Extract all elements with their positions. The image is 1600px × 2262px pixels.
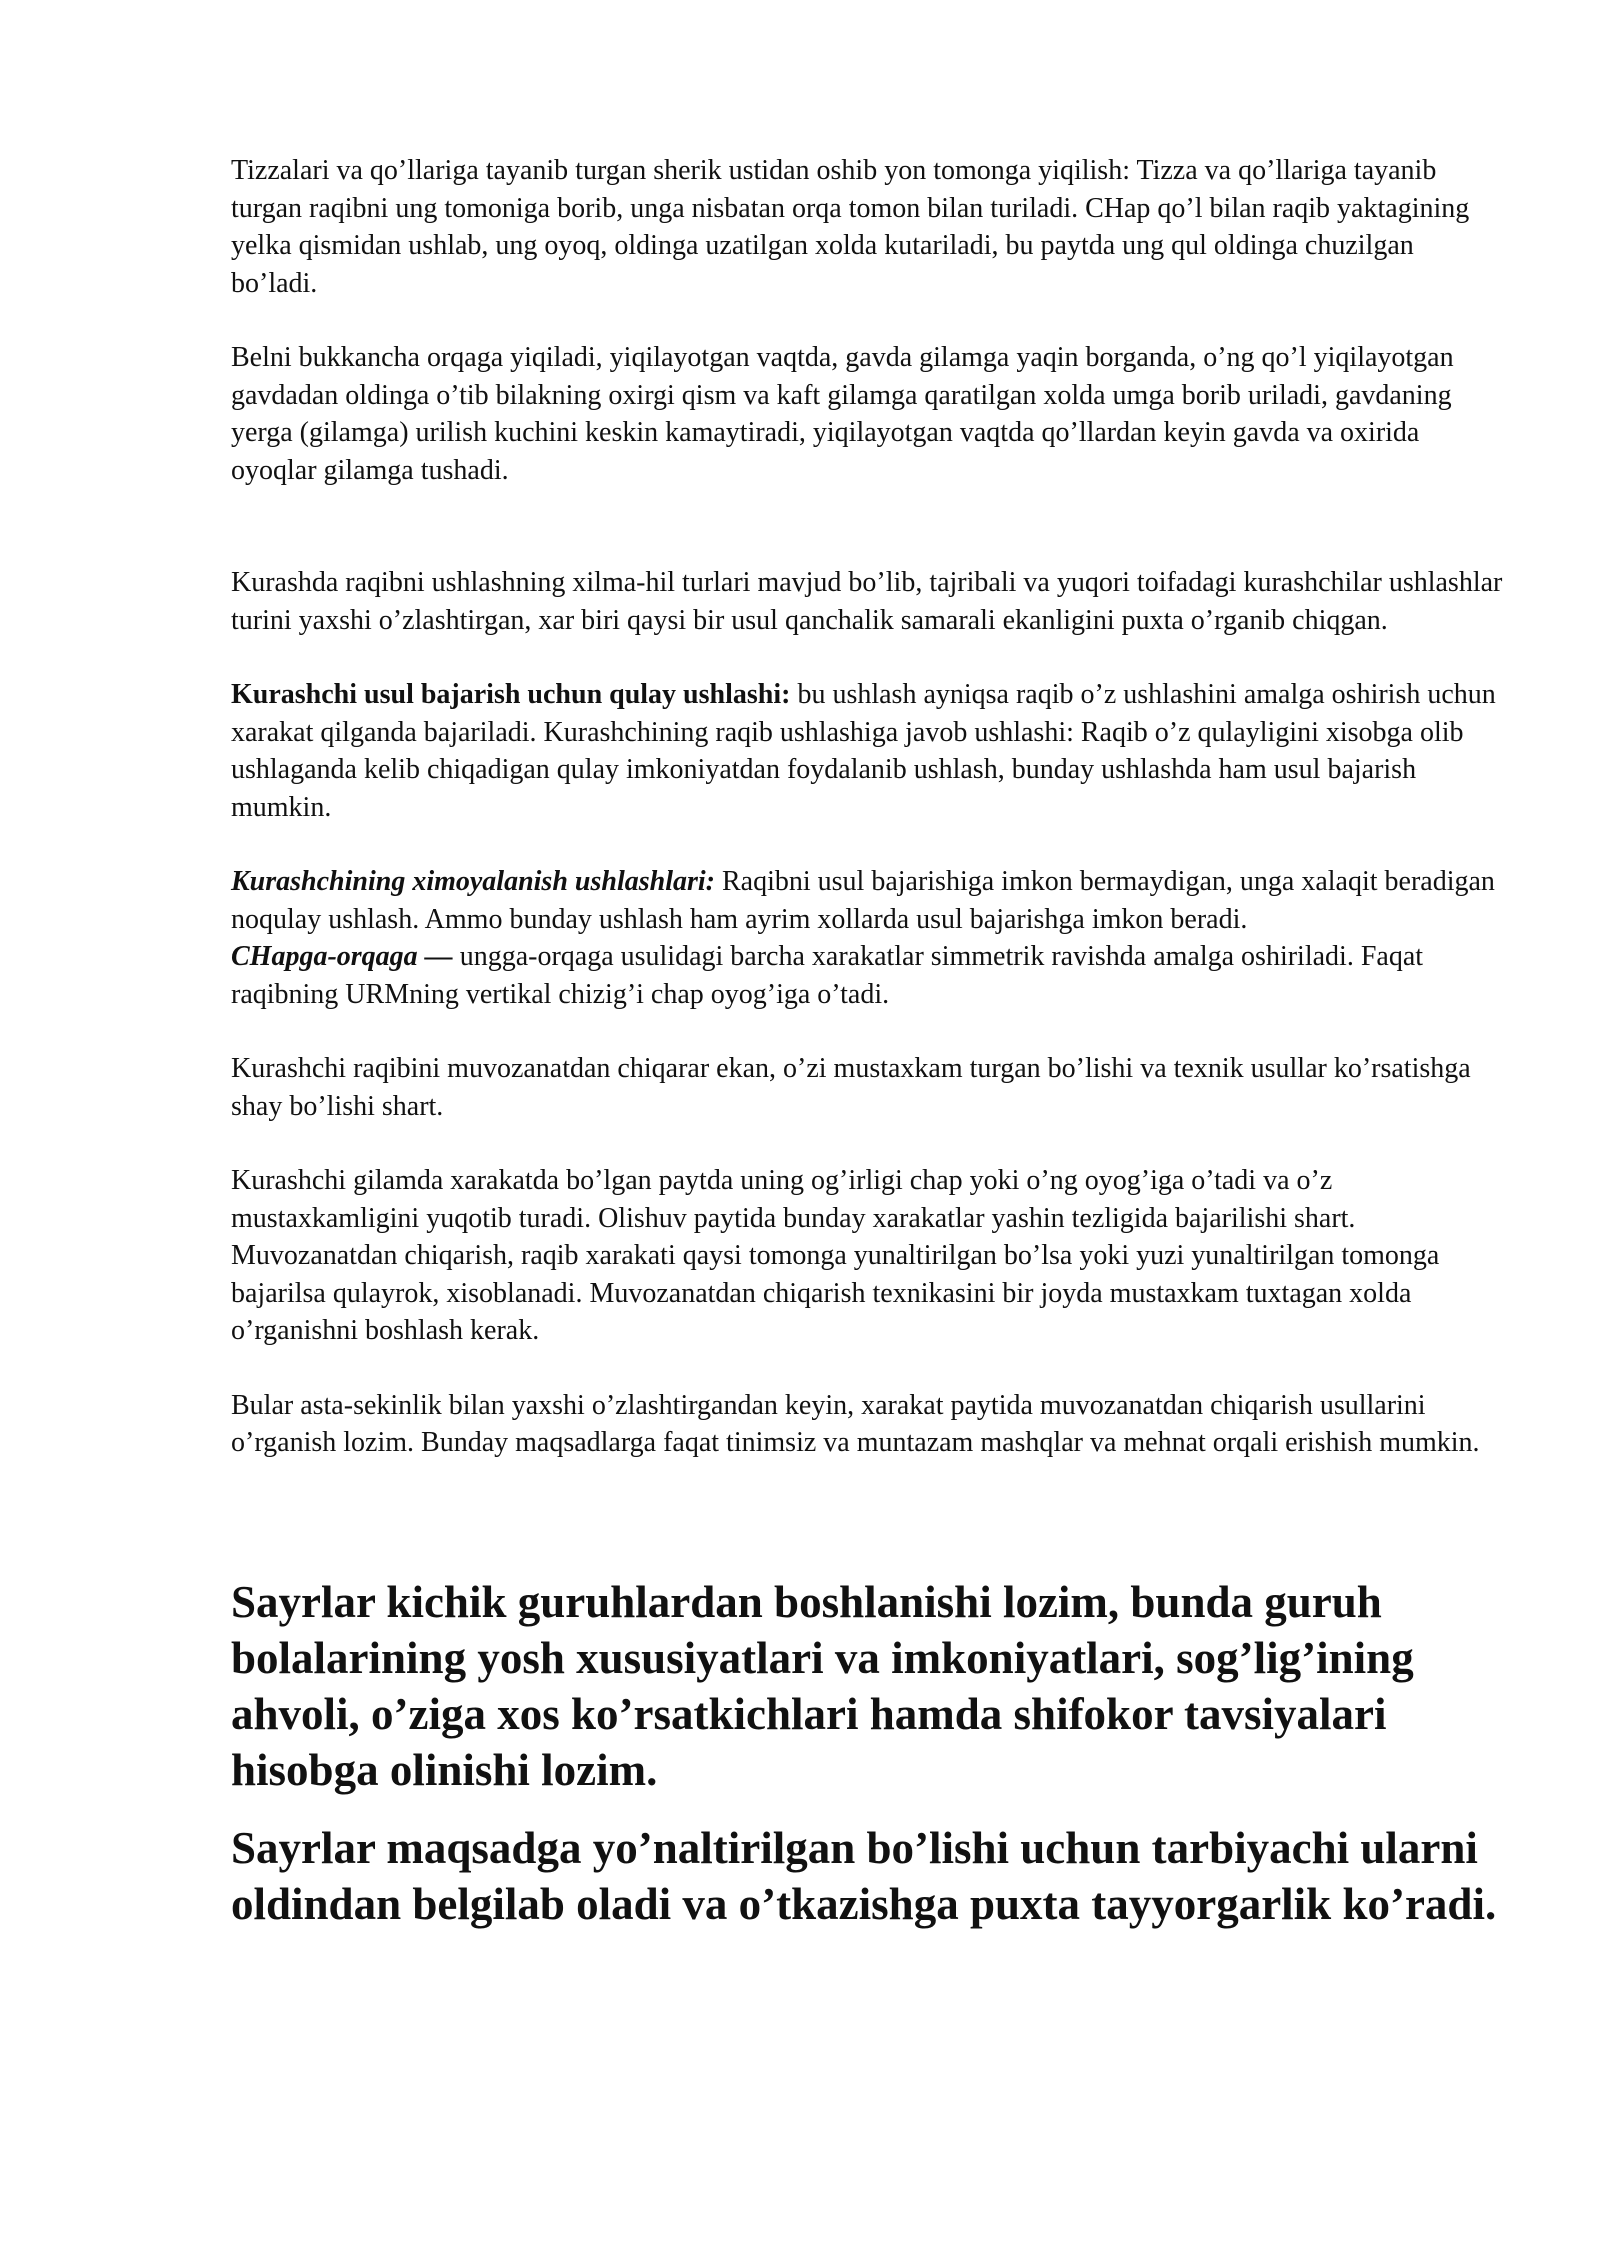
heading-walks-planning: Sayrlar maqsadga yo’naltirilgan bo’lishi uchun tarbiyachi ularni oldindan belgilab oladi va o’tkazishga puxta tayyorgarlik ko’radi. (231, 1822, 1497, 1929)
paragraph-grip-types: Kurashda raqibni ushlashning xilma-hil turlari mavjud bo’lib, tajribali va yuqori toifadagi kurashchilar ushlashlar turini yaxshi o’zlashtirgan, xar biri qaysi bir usul qanchalik samarali ekanligini puxta o’rganib chiqgan. (231, 567, 1503, 636)
text-convenient-grip: bu ushlash ayniqsa raqib o’z ushlashini amalga oshirish uchun xarakat qilganda bajariladi. Kurashchining raqib ushlashiga javob ushlashi: Raqib o’z qulayligini xisobga olib ushlaganda kelib chiqadigan qulay imkoniyatdan foydalanib ushlash, bunday ushlashda ham usul bajarish mumkin. (231, 679, 1496, 823)
heading-walks-groups: Sayrlar kichik guruhlardan boshlanishi lozim, bunda guruh bolalarining yosh xususiyatlari va imkoniyatlari, sog’lig’ining ahvoli, o’ziga xos ko’rsatkichlari hamda shifokor tavsiyalari hisobga olinishi lozim. (231, 1576, 1414, 1795)
paragraph-left-back (231, 938, 1503, 1013)
paragraph-balance-practice: Bular asta-sekinlik bilan yaxshi o’zlashtirgandan keyin, xarakat paytida muvozanatdan chiqarish usullarini o’rganish lozim. Bunday maqsadlarga faqat tinimsiz va muntazam mashqlar va mehnat orqali erishish mumkin. (231, 1389, 1480, 1458)
paragraph-convenient-grip (231, 676, 1503, 826)
paragraph-balance-movement: Kurashchi gilamda xarakatda bo’lgan paytda uning og’irligi chap yoki o’ng oyog’iga o’tadi va o’z mustaxkamligini yuqotib turadi. Olishuv paytida bunday xarakatlar yashin tezligida bajarilishi shart. Muvozanatdan chiqarish, raqib xarakati qaysi tomonga yunaltirilgan bo’lsa yoki yuzi yunaltirilgan tomonga bajarilsa qulayrok, xisoblanadi. Muvozanatdan chiqarish texnikasini bir joyda mustaxkam tuxtagan xolda o’rganishni boshlash kerak. (231, 1165, 1440, 1346)
document-page (231, 152, 1503, 1932)
term-defensive-grip: Kurashchining ximoyalanish ushlashlari: (231, 866, 715, 897)
text-left-back: ungga-orqaga usulidagi barcha xarakatlar simmetrik ravishda amalga oshiriladi. Faqat raqibning URMning vertikal chizig’i chap oyog’iga o’tadi. (231, 941, 1424, 1010)
paragraph-fall-execution: Belni bukkancha orqaga yiqiladi, yiqilayotgan vaqtda, gavda gilamga yaqin borganda, o’ng qo’l yiqilayotgan gavdadan oldinga o’tib bilakning oxirgi qism va kaft gilamga qaratilgan xolda umga borib uriladi, gavdaning yerga (gilamga) urilish kuchini keskin kamaytiradi, yiqilayotgan vaqtda qo’llardan keyin gavda va oxirida oyoqlar gilamga tushadi. (231, 342, 1454, 486)
text-defensive-grip: Raqibni usul bajarishiga imkon bermaydigan, unga xalaqit beradigan noqulay ushlash. Ammo bunday ushlash ham ayrim xollarda usul bajarishga imkon beradi. (231, 866, 1495, 935)
term-convenient-grip: Kurashchi usul bajarish uchun qulay ushlashi: (231, 679, 791, 710)
paragraph-defensive-grip (231, 863, 1503, 938)
paragraph-balance-stability: Kurashchi raqibini muvozanatdan chiqarar ekan, o’zi mustaxkam turgan bo’lishi va texnik usullar ko’rsatishga shay bo’lishi shart. (231, 1053, 1471, 1122)
paragraph-fall-technique: Tizzalari va qo’llariga tayanib turgan sherik ustidan oshib yon tomonga yiqilish: Tizza va qo’llariga tayanib turgan raqibni ung tomoniga borib, unga nisbatan orqa tomon bilan turiladi. CHap qo’l bilan raqib yaktagining yelka qismidan ushlab, ung oyoq, oldinga uzatilgan xolda kutariladi, bu paytda ung qul oldinga chuzilgan bo’ladi. (231, 155, 1470, 299)
term-left-back: CHapga-orqaga — (231, 941, 453, 972)
